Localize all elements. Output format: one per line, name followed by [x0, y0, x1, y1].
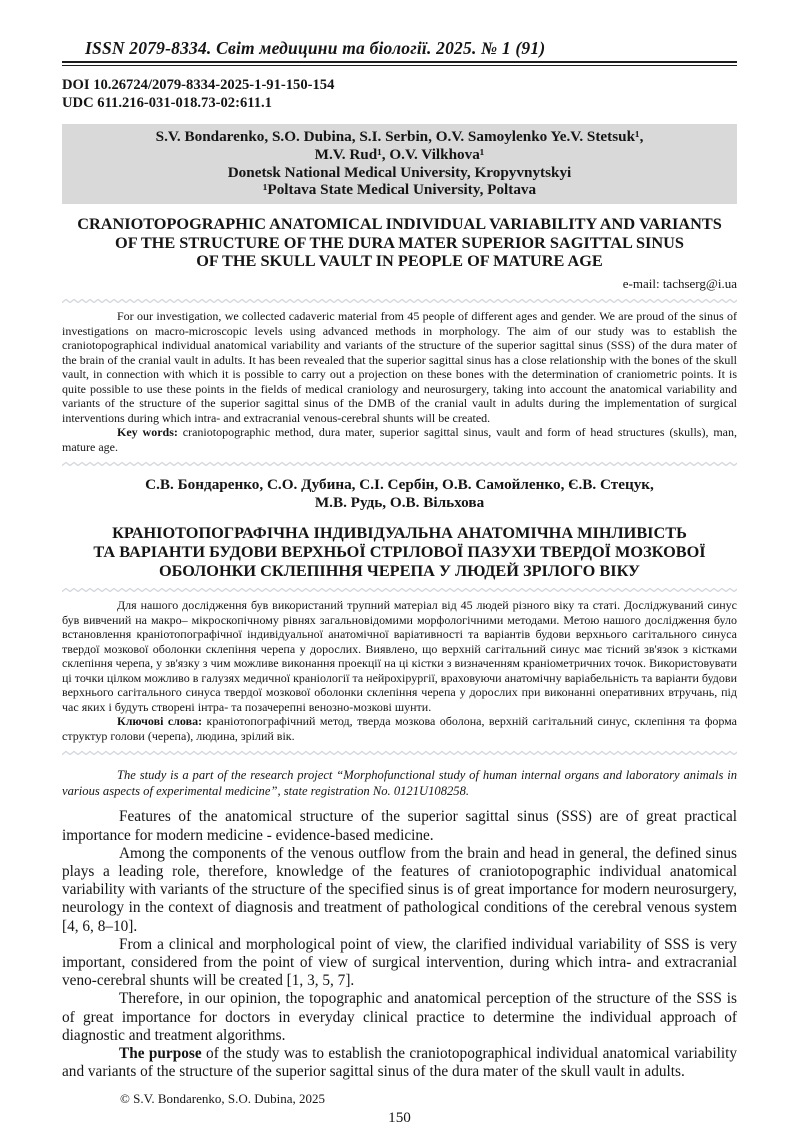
title-uk-line-3: ОБОЛОНКИ СКЛЕПІННЯ ЧЕРЕПА У ЛЮДЕЙ ЗРІЛОГО ВІКУ	[158, 561, 641, 581]
body-paragraph: Therefore, in our opinion, the topographic and anatomical perception of the structure of the SSS is of great importance for doctors in everyday clinical practice to determine the individual approach of diagnostic and treatment algorithms.	[62, 990, 737, 1044]
keywords-en	[62, 425, 737, 454]
doi-udc-block	[62, 77, 737, 112]
abstract-uk	[62, 598, 737, 743]
contact-email: e-mail: tachserg@i.ua	[622, 276, 737, 292]
authors-en-line-2: M.V. Rud¹, O.V. Vilkhova¹	[314, 145, 485, 163]
wave-separator	[62, 587, 737, 593]
keywords-en-label: Key words:	[117, 425, 178, 440]
affiliation-1: Donetsk National Medical University, Kropyvnytskyi	[227, 163, 572, 181]
wave-separator	[62, 461, 737, 467]
abstract-en-text: For our investigation, we collected cadaveric material from 45 people of different ages and gender. We are proud of the sinus of investigations on macro-microscopic levels using advanced methods in morphology. The aim of our study was to establish the craniotopographical individual anatomical variability and variants of the structure of the superior sagittal sinus (SSS) of the dura mater of the brain of the cranial vault in adults. It has been revealed that the superior sagittal sinus has a close relationship with the bones of the skull vault, in connection with which it is possible to carry out a projection on these bones with the determination of craniometric points. It is quite possible to use these points in the fields of medical craniology and neurosurgery, taking into account the anatomical variability and variants of the structure of the superior sagittal sinus of the DMB of the cranial vault in adults during the implementation of surgical interventions during which intra- and extracranial venous-cerebral shunts will be created.	[62, 309, 737, 425]
authors-uk-line-1: С.В. Бондаренко, С.О. Дубина, С.І. Сербін, О.В. Самойленко, Є.В. Стецук,	[145, 476, 654, 494]
copyright-line: © S.V. Bondarenko, S.O. Dubina, 2025	[120, 1091, 325, 1107]
article-body	[62, 808, 737, 1081]
title-en-line-1: CRANIOTOPOGRAPHIC ANATOMICAL INDIVIDUAL VARIABILITY AND VARIANTS	[77, 213, 722, 233]
wave-separator	[62, 298, 737, 304]
body-paragraph: From a clinical and morphological point of view, the clarified individual variability of SSS is very important, considered from the point of view of surgical intervention, during which intra- and extracranial veno-cerebral shunts will be created [1, 3, 5, 7].	[62, 935, 737, 990]
purpose-text: of the study was to establish the craniotopographical individual anatomical variability and variants of the structure of the superior sagittal sinus of the dura mater of the skull vault in adults.	[62, 1044, 737, 1081]
affiliation-2: ¹Poltava State Medical University, Poltava	[262, 181, 537, 199]
authors-en-line-1: S.V. Bondarenko, S.O. Dubina, S.I. Serbin, O.V. Samoylenko Ye.V. Stetsuk¹,	[155, 128, 644, 146]
article-title-uk	[62, 523, 737, 580]
body-paragraph: Features of the anatomical structure of the superior sagittal sinus (SSS) are of great practical importance for modern medicine - evidence-based medicine.	[62, 808, 737, 844]
keywords-uk	[62, 714, 737, 743]
body-paragraph-purpose	[62, 1045, 737, 1081]
title-en-line-3: OF THE SKULL VAULT IN PEOPLE OF MATURE AGE	[196, 251, 603, 271]
abstract-en	[62, 309, 737, 454]
authors-uk-line-2: М.В. Рудь, О.В. Вільхова	[314, 494, 485, 512]
title-uk-line-1: КРАНІОТОПОГРАФІЧНА ІНДИВІДУАЛЬНА АНАТОМІЧНА МІНЛИВІСТЬ	[112, 523, 687, 543]
authors-uk	[62, 476, 737, 512]
page-number: 150	[388, 1109, 411, 1127]
journal-issn-header: ISSN 2079-8334. Світ медицини та біології. 2025. № 1 (91)	[85, 38, 546, 58]
keywords-uk-text: краніотопографічний метод, тверда мозкова оболона, верхній сагітальний синус, склепіння та форма структур голови (черепа), людина, зрілий вік.	[62, 714, 737, 743]
udc-line: UDC 611.216-031-018.73-02:611.1	[62, 94, 272, 111]
abstract-uk-text: Для нашого дослідження був використаний трупний матеріал від 45 людей різного віку та статі. Досліджуваний синус був вивчений на макро– мікроскопічному рівнях загальновідомими морфологічними методами. Метою нашого дослідження було встановлення краніотопографічної індивідуальної анатомічної варіативності та варіантів будови верхнього сагітального синуса твердої мозкової оболонки склепіння черепа у дорослих. Виявлено, що верхній сагітальний синус має тісний зв'язок з кістками склепіння черепа, у зв'язку з чим можливе виконання проекції на ці кістки з визначенням краніометричних точок. Використовувати ці точки цілком можливо в галузях медичної краніології та нейрохірургії, враховуючи анатомічну варіабельність та варіанти будови верхнього сагітального синуса твердої мозкової оболонки склепіння черепа у дорослих при виконанні оперативних втручань, під час яких і будуть створені інтра- та позачерепні венозно-мозкові шунти.	[62, 598, 737, 714]
doi-line: DOI 10.26724/2079-8334-2025-1-91-150-154	[62, 77, 335, 94]
body-paragraph: Among the components of the venous outflow from the brain and head in general, the defined sinus plays a leading role, therefore, knowledge of the features of craniotopographic individual anatomical variability with variants of the structure of the specified sinus is of great importance for modern neurosurgery, neurology in the context of diagnosis and treatment of pathological conditions of the cerebral venous system [4, 6, 8–10].	[62, 844, 737, 935]
keywords-en-text: craniotopographic method, dura mater, superior sagittal sinus, vault and form of head structures (skulls), man, mature age.	[62, 425, 737, 454]
title-en-line-2: OF THE STRUCTURE OF THE DURA MATER SUPERIOR SAGITTAL SINUS	[115, 232, 684, 252]
authors-box-en	[62, 124, 737, 203]
article-title-en	[62, 215, 737, 271]
wave-separator	[62, 750, 737, 756]
header-double-rule	[62, 61, 737, 66]
keywords-uk-label: Ключові слова:	[117, 714, 203, 729]
research-project-note: The study is a part of the research project “Morphofunctional study of human internal organs and laboratory animals in various aspects of experimental medicine”, state registration No. 0121U108258.	[62, 768, 737, 798]
title-uk-line-2: ТА ВАРІАНТИ БУДОВИ ВЕРХНЬОЇ СТРІЛОВОЇ ПАЗУХИ ТВЕРДОЇ МОЗКОВОЇ	[93, 542, 706, 562]
purpose-label: The purpose	[119, 1044, 202, 1062]
